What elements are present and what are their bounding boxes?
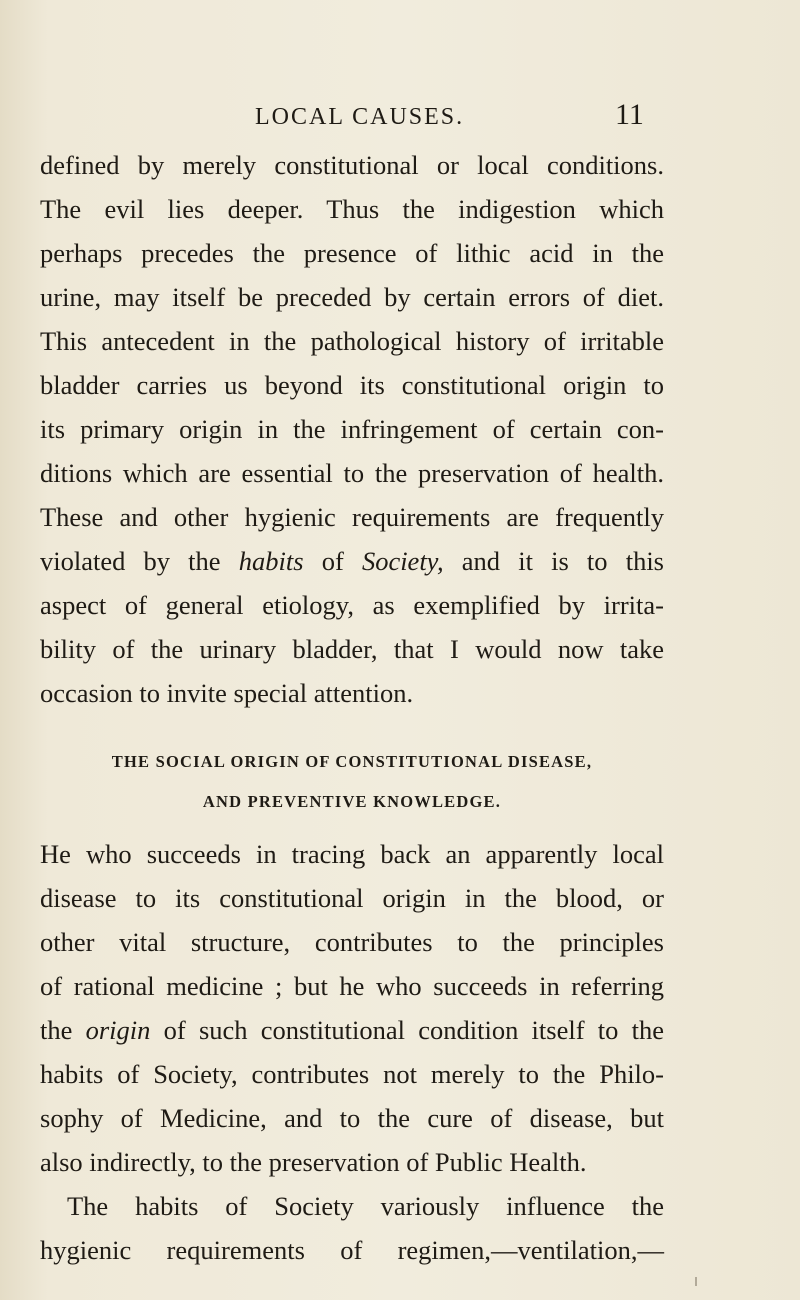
text-line: disease to its constitutional origin in the blood, or	[40, 883, 664, 913]
running-title: LOCAL CAUSES.	[255, 104, 465, 130]
italic-term-society: Society,	[361, 546, 444, 576]
text-line: This antecedent in the pathological history of irritable	[40, 326, 664, 356]
text-line: defined by merely constitutional or local conditions.	[40, 150, 664, 180]
text-run: violated by the	[40, 546, 239, 576]
text-line: urine, may itself be preceded by certain errors of diet.	[40, 282, 664, 312]
text-line: The evil lies deeper. Thus the indigestion which	[40, 194, 664, 224]
text-line: The habits of Society variously influence the	[67, 1191, 664, 1221]
text-line: bladder carries us beyond its constitutional origin to	[40, 370, 664, 400]
text-line: perhaps precedes the presence of lithic acid in the	[40, 238, 664, 268]
text-line	[40, 1008, 664, 1052]
text-line: bility of the urinary bladder, that I would now take	[40, 634, 664, 664]
text-line: of rational medicine ; but he who succeeds in referring	[40, 971, 664, 1001]
text-line: These and other hygienic requirements are frequently	[40, 502, 664, 532]
text-run: the	[40, 1015, 86, 1045]
running-head	[40, 98, 760, 138]
text-run: of	[303, 546, 362, 576]
text-line: ditions which are essential to the preservation of health.	[40, 458, 664, 488]
text-line: its primary origin in the infringement of certain con-	[40, 414, 664, 444]
text-line: occasion to invite special attention.	[40, 678, 414, 708]
text-line: aspect of general etiology, as exemplified by irrita-	[40, 590, 664, 620]
italic-term-habits: habits	[238, 546, 304, 576]
text-line	[40, 539, 664, 583]
text-line: sophy of Medicine, and to the cure of disease, but	[40, 1103, 664, 1133]
page-number: 11	[615, 98, 644, 131]
text-run: and it is to this	[443, 546, 664, 576]
text-line: habits of Society, contributes not merely to the Philo-	[40, 1059, 664, 1089]
text-line: He who succeeds in tracing back an apparently local	[40, 839, 664, 869]
section-heading-line: THE SOCIAL ORIGIN OF CONSTITUTIONAL DISEASE,	[111, 752, 593, 771]
text-line: also indirectly, to the preservation of Public Health.	[40, 1147, 587, 1177]
print-speck	[695, 1277, 697, 1286]
section-heading-line: AND PREVENTIVE KNOWLEDGE.	[202, 792, 502, 811]
text-line: other vital structure, contributes to the principles	[40, 927, 664, 957]
text-line: hygienic requirements of regimen,—ventilation,—	[40, 1235, 664, 1265]
italic-term-origin: origin	[85, 1015, 151, 1045]
text-run: of such constitutional condition itself to the	[150, 1015, 664, 1045]
